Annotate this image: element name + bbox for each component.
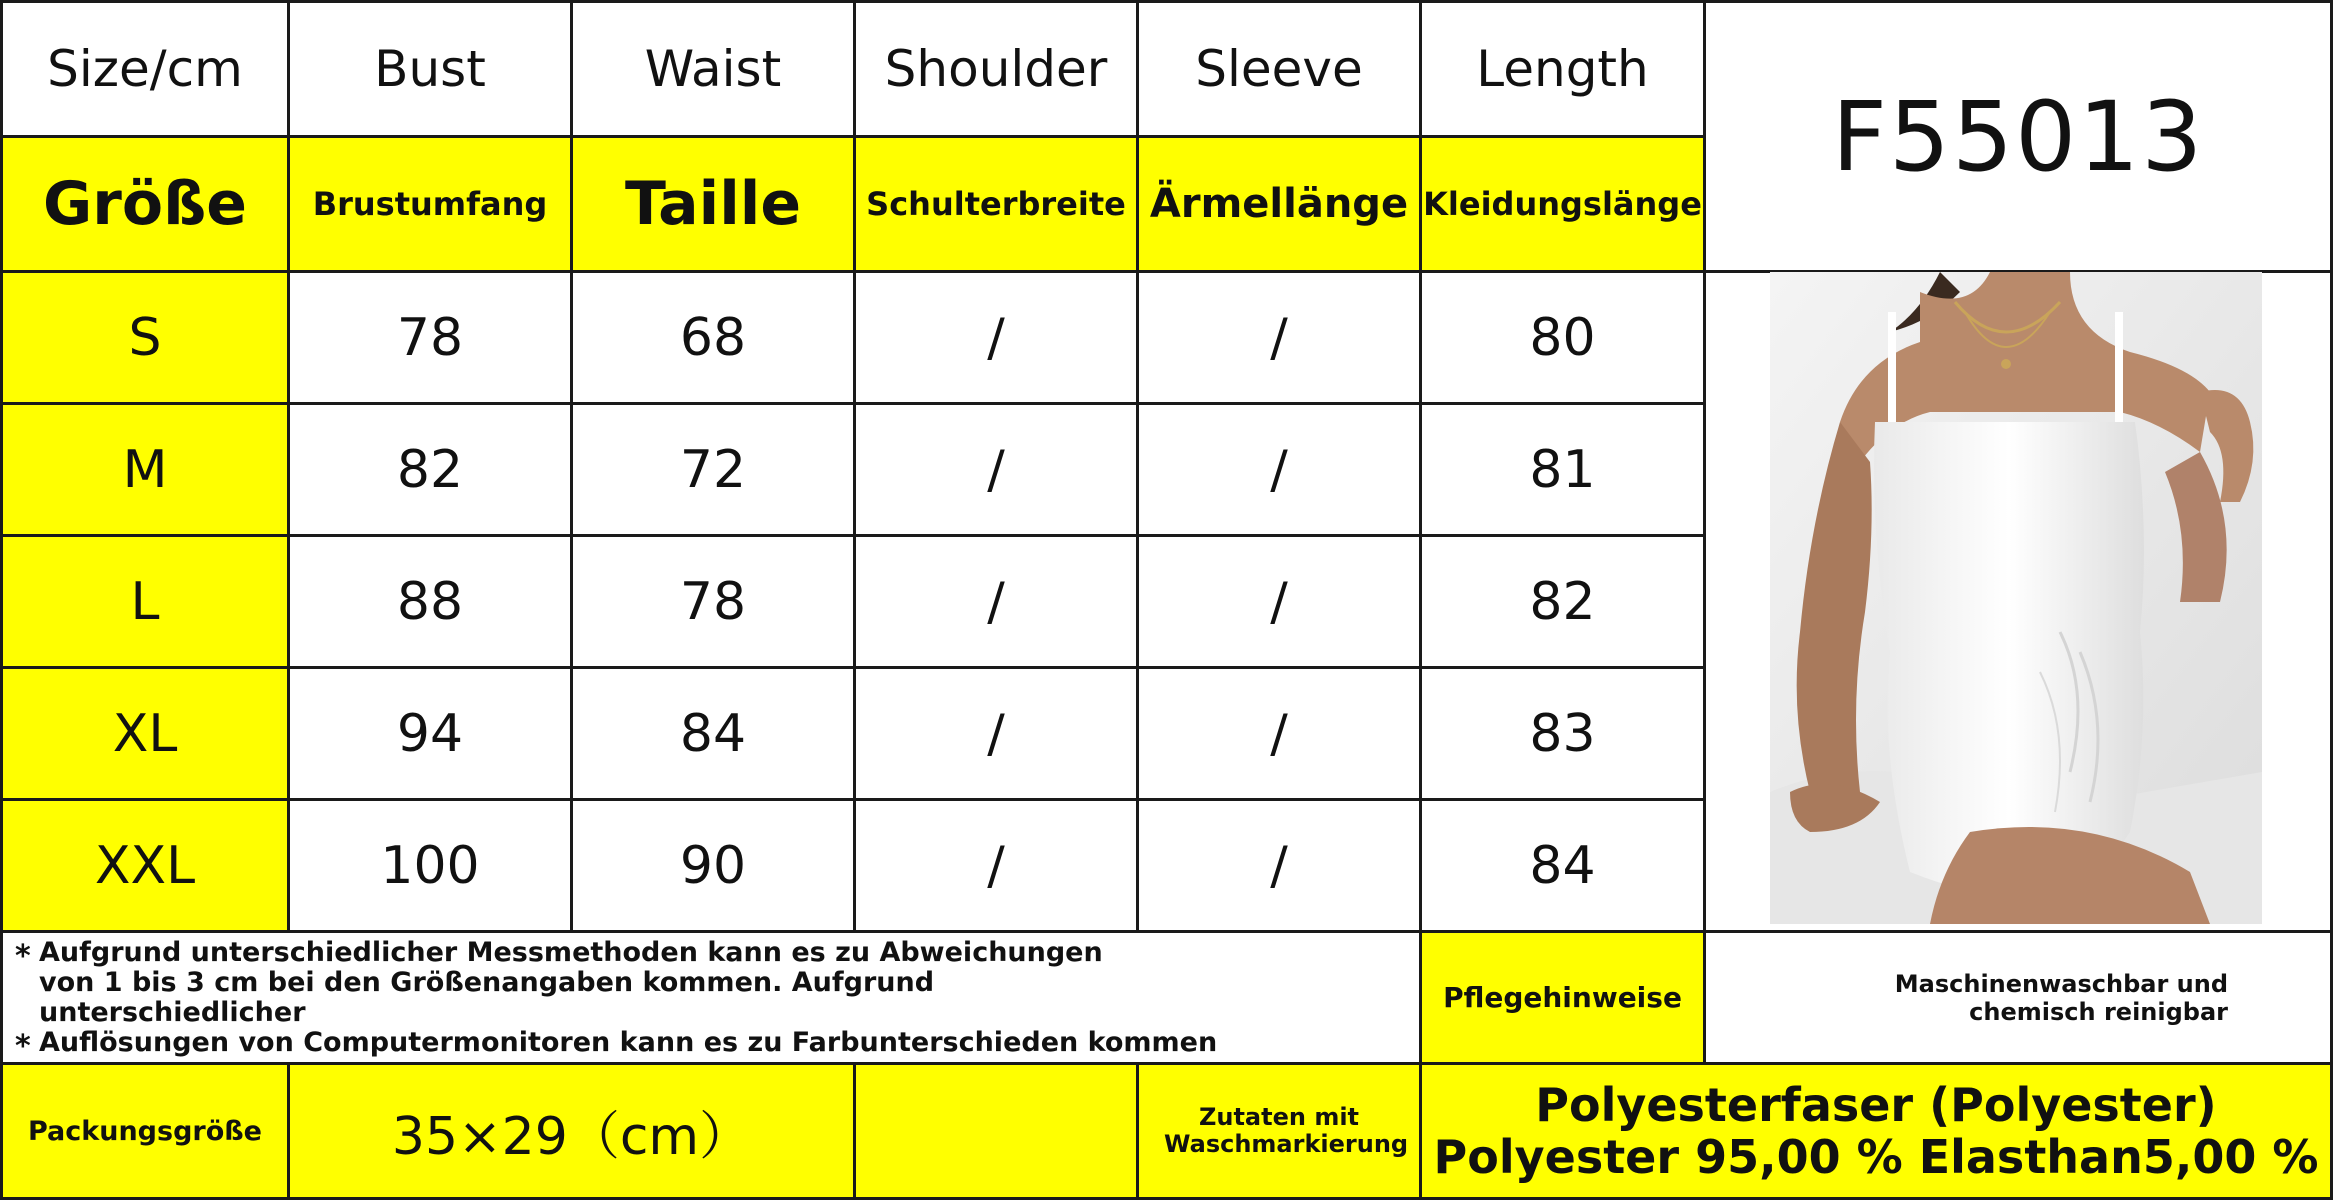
- header-de-sleeve: Ärmellänge: [1136, 135, 1422, 273]
- header-sleeve: Sleeve: [1136, 0, 1422, 138]
- empty-cell: [853, 1062, 1139, 1200]
- note-text: Aufgrund unterschiedlicher Messmethoden kann es zu Abweichungen von 1 bis 3 cm bei den Größenangaben kommen. Aufgrund unterschiedlicher: [39, 936, 1103, 1028]
- waist-value: 68: [570, 270, 856, 405]
- bust-value: 82: [287, 402, 573, 537]
- accessories-label: Zutaten mit Waschmarkierung: [1164, 1103, 1409, 1158]
- length-value: 84: [1419, 798, 1706, 933]
- shoulder-value: /: [853, 402, 1139, 537]
- sleeve-value: /: [1136, 402, 1422, 537]
- sleeve-value: /: [1136, 666, 1422, 801]
- header-de-bust: Brustumfang: [287, 135, 573, 273]
- waist-value: 84: [570, 666, 856, 801]
- care-text: Maschinenwaschbar und chemisch reinigbar: [1894, 969, 2228, 1026]
- bust-value: 94: [287, 666, 573, 801]
- size-label: S: [0, 270, 290, 405]
- package-value: 35×29（cm）: [287, 1062, 856, 1200]
- shoulder-value: /: [853, 798, 1139, 933]
- care-label: Pflegehinweise: [1419, 930, 1706, 1065]
- header-length: Length: [1419, 0, 1706, 138]
- size-label: L: [0, 534, 290, 669]
- header-bust: Bust: [287, 0, 573, 138]
- size-label: M: [0, 402, 290, 537]
- header-waist: Waist: [570, 0, 856, 138]
- header-de-waist: Taille: [570, 135, 856, 273]
- asterisk-icon: *: [15, 938, 31, 974]
- length-value: 81: [1419, 402, 1706, 537]
- material-line-1: Polyesterfaser (Polyester): [1535, 1078, 2217, 1132]
- product-code: F55013: [1703, 0, 2333, 273]
- sleeve-value: /: [1136, 534, 1422, 669]
- sleeve-value: /: [1136, 270, 1422, 405]
- product-photo: [1770, 272, 2262, 924]
- length-value: 83: [1419, 666, 1706, 801]
- waist-value: 90: [570, 798, 856, 933]
- size-label: XXL: [0, 798, 290, 933]
- note-text: Auflösungen von Computermonitoren kann es zu Farbunterschieden kommen: [39, 1026, 1218, 1058]
- sleeve-value: /: [1136, 798, 1422, 933]
- header-size: Size/cm: [0, 0, 290, 138]
- bust-value: 88: [287, 534, 573, 669]
- care-text-cell: [1703, 930, 2333, 1065]
- waist-value: 72: [570, 402, 856, 537]
- bust-value: 78: [287, 270, 573, 405]
- shoulder-value: /: [853, 534, 1139, 669]
- dress-model-illustration: [1770, 272, 2262, 924]
- asterisk-icon: *: [15, 1028, 31, 1064]
- shoulder-value: /: [853, 666, 1139, 801]
- header-de-length: Kleidungslänge: [1419, 135, 1706, 273]
- package-label: Packungsgröße: [0, 1062, 290, 1200]
- accessories-cell: [1136, 1062, 1422, 1200]
- waist-value: 78: [570, 534, 856, 669]
- length-value: 80: [1419, 270, 1706, 405]
- bust-value: 100: [287, 798, 573, 933]
- material-cell: [1419, 1062, 2333, 1200]
- shoulder-value: /: [853, 270, 1139, 405]
- header-shoulder: Shoulder: [853, 0, 1139, 138]
- header-de-size: Größe: [0, 135, 290, 273]
- notes-cell: [0, 930, 1422, 1065]
- length-value: 82: [1419, 534, 1706, 669]
- header-de-shoulder: Schulterbreite: [853, 135, 1139, 273]
- size-label: XL: [0, 666, 290, 801]
- material-line-2: Polyester 95,00 % Elasthan5,00 %: [1433, 1130, 2319, 1184]
